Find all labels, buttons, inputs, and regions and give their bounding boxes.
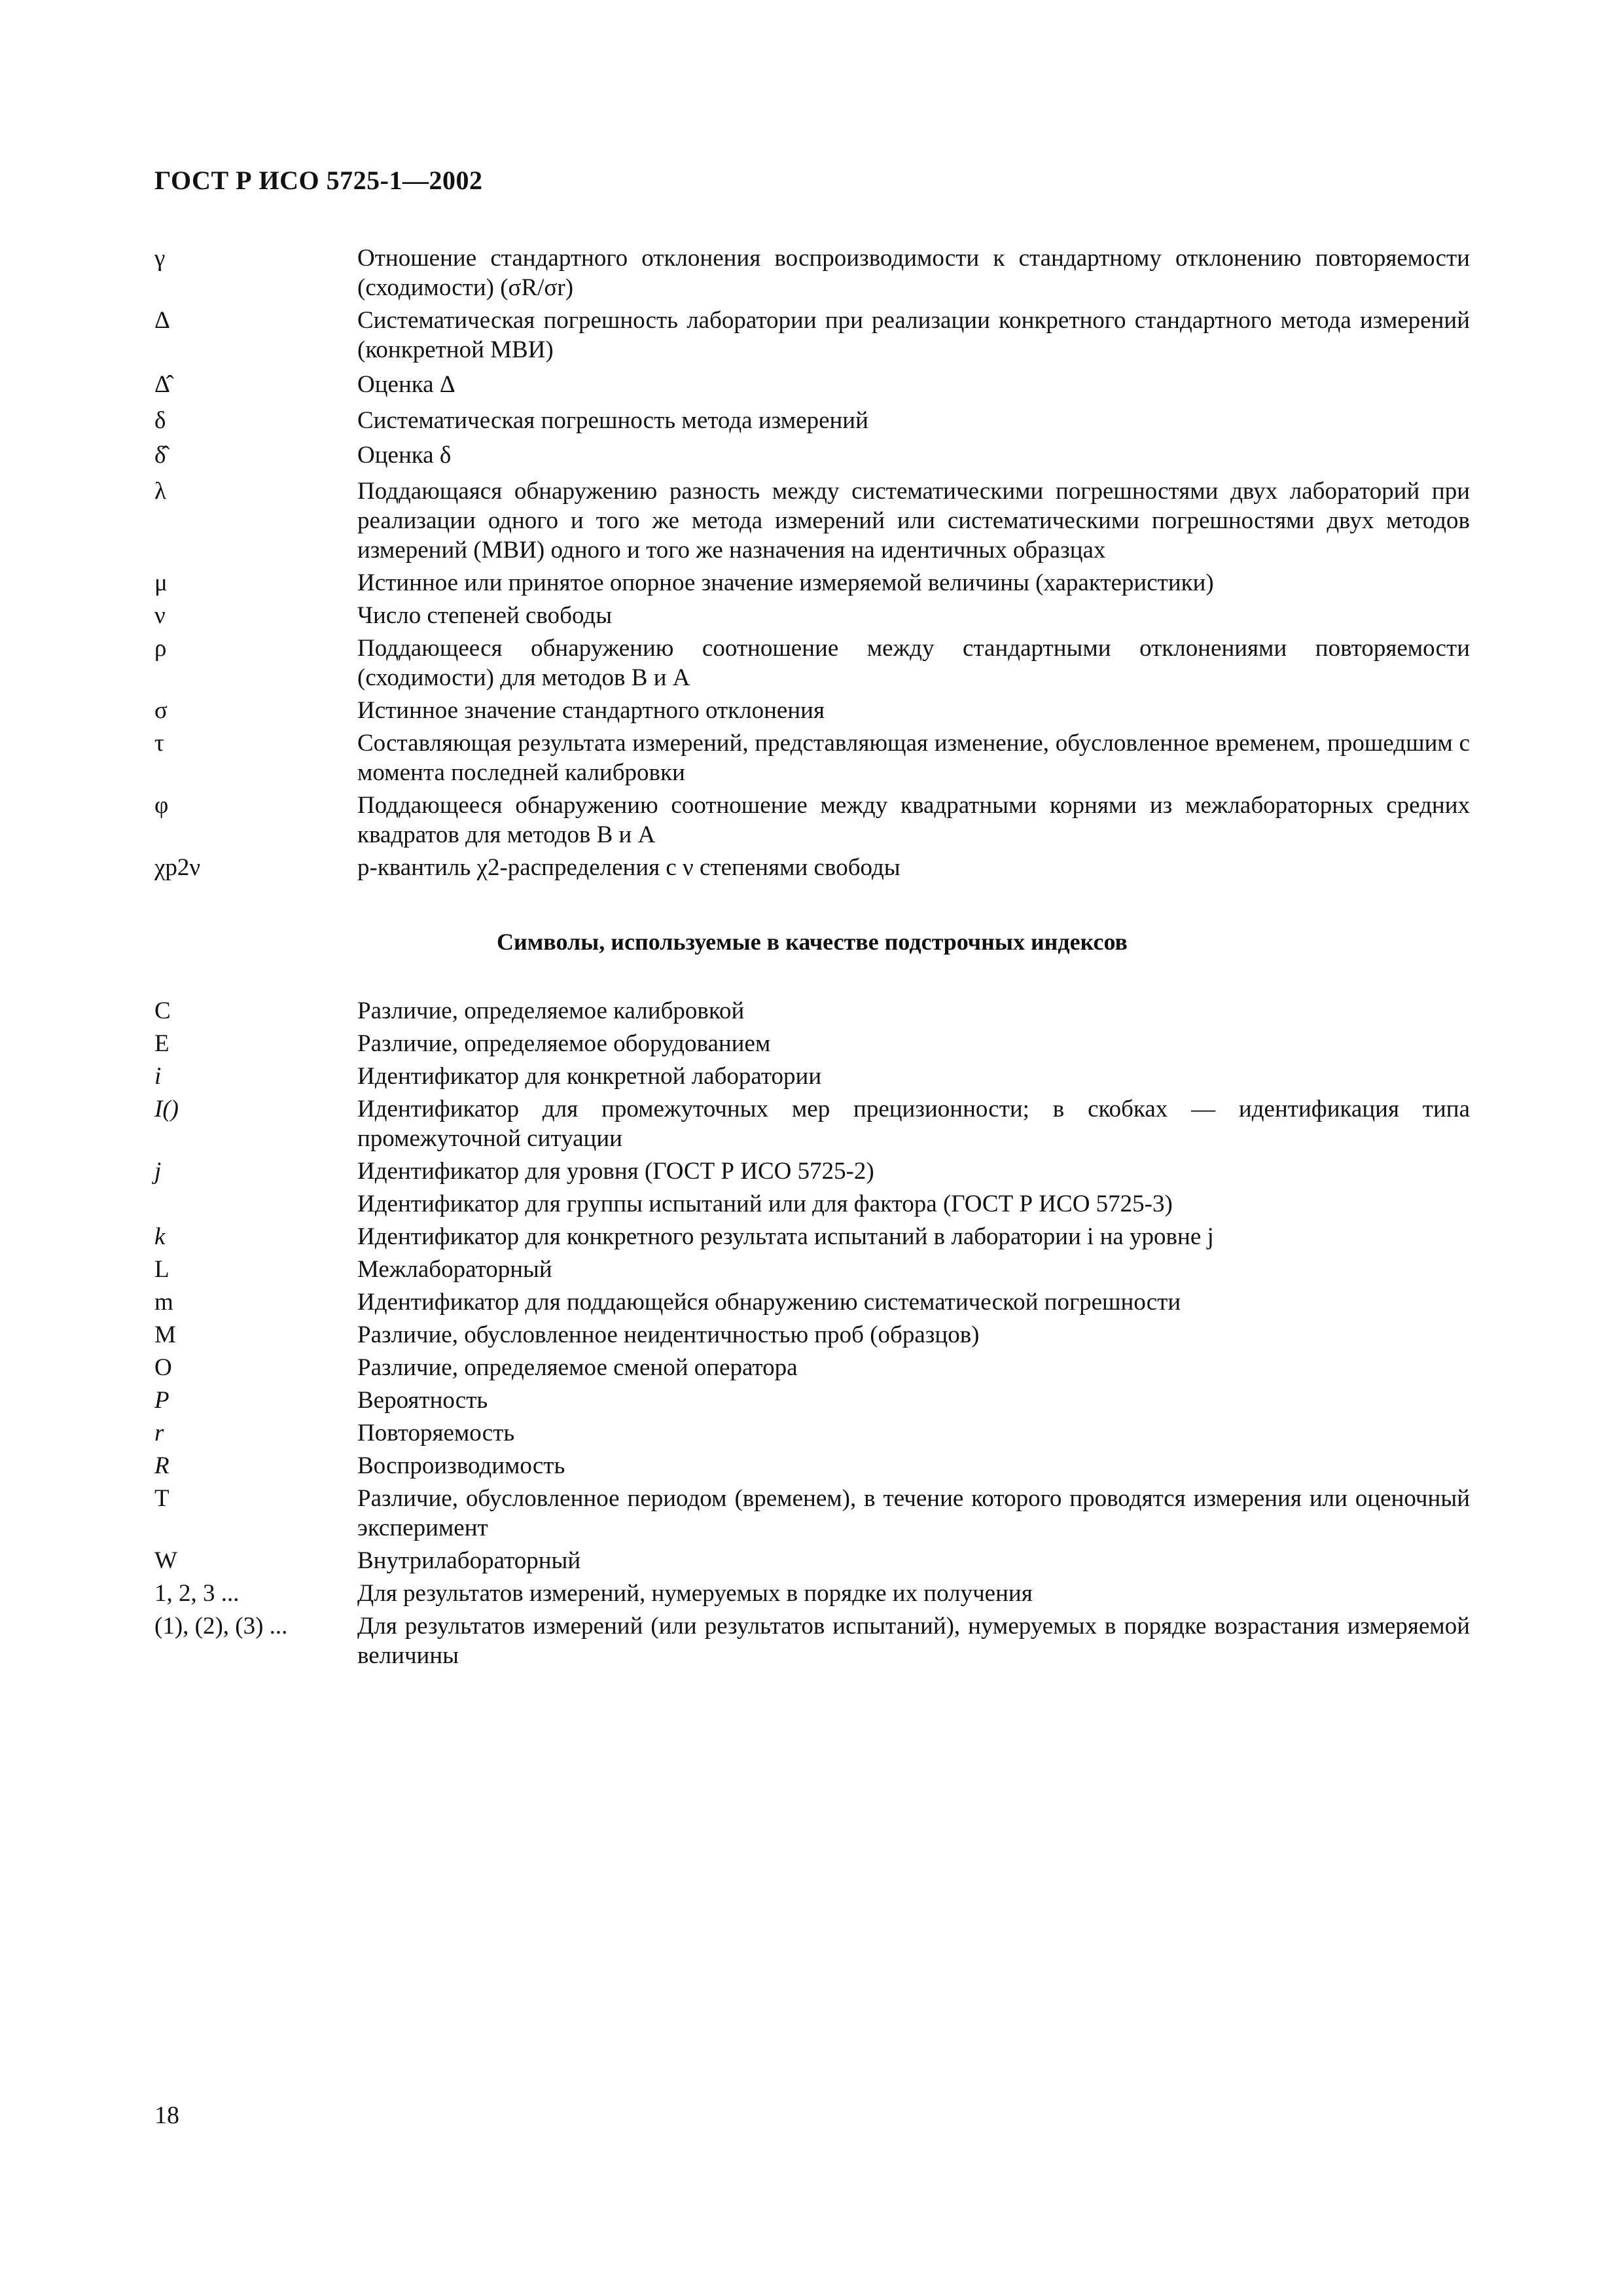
description: Различие, обусловленное периодом (временем), в течение которого проводятся измерения или оценочный эксперимент	[357, 1485, 1470, 1541]
symbol: W	[154, 1547, 177, 1574]
description: Различие, определяемое оборудованием	[357, 1030, 771, 1057]
list-item	[154, 306, 1470, 365]
symbol: k	[154, 1223, 166, 1250]
list-item	[154, 1611, 1470, 1670]
description: Идентификатор для поддающейся обнаружению систематической погрешности	[357, 1289, 1181, 1316]
symbol: T	[154, 1485, 169, 1512]
symbol: E	[154, 1030, 169, 1057]
symbol: L	[154, 1256, 169, 1283]
description: Поддающееся обнаружению соотношение между стандартными отклонениями повторяемости (сходимости) для методов В и А	[357, 635, 1470, 691]
description: Идентификатор для промежуточных мер прецизионности; в скобках — идентификация типа промежуточной ситуации	[357, 1096, 1470, 1152]
greek-symbols-list	[154, 243, 1470, 886]
list-item	[154, 1255, 1470, 1284]
symbol: Δ̂	[154, 371, 170, 398]
list-item	[154, 696, 1470, 725]
description: Истинное или принятое опорное значение измеряемой величины (характеристики)	[357, 569, 1214, 596]
list-item	[154, 1320, 1470, 1350]
description: Внутрилабораторный	[357, 1547, 581, 1574]
section-heading: Символы, используемые в качестве подстрочных индексов	[496, 929, 1128, 955]
symbol: M	[154, 1321, 176, 1348]
description: Поддающаяся обнаружению разность между систематическими погрешностями двух лабораторий при реализации одного и того же метода измерений или систематическими погрешностями двух методов измерений (МВИ) одного и того же назначения на идентичных образцах	[357, 478, 1470, 564]
symbol: i	[154, 1063, 162, 1090]
symbol: δ̂	[154, 442, 166, 469]
symbol: σ	[154, 697, 168, 724]
list-item	[154, 853, 1470, 882]
list-item	[154, 476, 1470, 565]
list-item	[154, 996, 1470, 1026]
description: Систематическая погрешность метода измерений	[357, 407, 868, 434]
symbol: I()	[154, 1096, 179, 1122]
list-item	[154, 1353, 1470, 1382]
list-item	[154, 1287, 1470, 1317]
symbol: Δ	[154, 307, 170, 334]
list-item	[154, 568, 1470, 598]
description: Истинное значение стандартного отклонения	[357, 697, 825, 724]
symbol: χp2ν	[154, 854, 201, 881]
description: Отношение стандартного отклонения воспроизводимости к стандартному отклонению повторяемости (сходимости) (σR/σr)	[357, 245, 1470, 301]
symbol: P	[154, 1387, 169, 1414]
description: Оценка δ	[357, 442, 452, 469]
description: Вероятность	[357, 1387, 488, 1414]
symbol: (1), (2), (3) ...	[154, 1613, 288, 1640]
symbol: λ	[154, 478, 166, 505]
page-number: 18	[154, 2102, 179, 2129]
symbol: 1, 2, 3 ...	[154, 1580, 240, 1607]
symbol: γ	[154, 245, 166, 272]
symbol: τ	[154, 730, 164, 757]
description: Оценка Δ	[357, 371, 455, 398]
description: Различие, определяемое сменой оператора	[357, 1354, 798, 1381]
list-item	[154, 1189, 1470, 1219]
list-item	[154, 1418, 1470, 1448]
list-item	[154, 1062, 1470, 1091]
description: p-квантиль χ2-распределения с ν степенями свободы	[357, 854, 901, 881]
description: Для результатов измерений, нумеруемых в порядке их получения	[357, 1580, 1033, 1607]
list-item	[154, 791, 1470, 850]
description: Различие, обусловленное неидентичностью проб (образцов)	[357, 1321, 980, 1348]
symbol: δ	[154, 407, 166, 434]
list-item	[154, 634, 1470, 692]
description: Различие, определяемое калибровкой	[357, 997, 745, 1024]
symbol: μ	[154, 569, 168, 596]
list-item	[154, 728, 1470, 787]
list-item	[154, 1029, 1470, 1058]
symbol: C	[154, 997, 171, 1024]
list-item	[154, 1484, 1470, 1543]
description: Идентификатор для группы испытаний или для фактора (ГОСТ Р ИСО 5725-3)	[357, 1191, 1173, 1217]
document-header: ГОСТ Р ИСО 5725-1—2002	[154, 166, 483, 195]
symbol: ν	[154, 602, 166, 629]
list-item	[154, 370, 1470, 399]
list-item	[154, 1157, 1470, 1186]
list-item	[154, 1451, 1470, 1480]
description: Идентификатор для конкретного результата испытаний в лаборатории i на уровне j	[357, 1223, 1214, 1250]
description: Воспроизводимость	[357, 1452, 565, 1479]
description: Идентификатор для конкретной лаборатории	[357, 1063, 822, 1090]
symbol: j	[154, 1158, 162, 1185]
description: Систематическая погрешность лаборатории при реализации конкретного стандартного метода измерений (конкретной МВИ)	[357, 307, 1470, 363]
subscript-symbols-list	[154, 996, 1470, 1674]
description: Для результатов измерений (или результатов испытаний), нумеруемых в порядке возрастания измеряемой величины	[357, 1613, 1470, 1669]
symbol: r	[154, 1420, 164, 1446]
symbol: φ	[154, 792, 169, 819]
list-item	[154, 243, 1470, 302]
symbol: ρ	[154, 635, 167, 662]
description: Составляющая результата измерений, представляющая изменение, обусловленное временем, прошедшим с момента последней калибровки	[357, 730, 1470, 786]
description: Поддающееся обнаружению соотношение между квадратными корнями из межлабораторных средних квадратов для методов В и А	[357, 792, 1470, 848]
description: Межлабораторный	[357, 1256, 552, 1283]
description: Число степеней свободы	[357, 602, 613, 629]
list-item	[154, 1222, 1470, 1251]
symbol: R	[154, 1452, 169, 1479]
description: Повторяемость	[357, 1420, 515, 1446]
list-item	[154, 1579, 1470, 1608]
list-item	[154, 1546, 1470, 1575]
list-item	[154, 601, 1470, 630]
list-item	[154, 440, 1470, 470]
symbol: m	[154, 1289, 173, 1316]
symbol: O	[154, 1354, 172, 1381]
list-item	[154, 406, 1470, 435]
description: Идентификатор для уровня (ГОСТ Р ИСО 5725-2)	[357, 1158, 874, 1185]
list-item	[154, 1094, 1470, 1153]
list-item	[154, 1386, 1470, 1415]
